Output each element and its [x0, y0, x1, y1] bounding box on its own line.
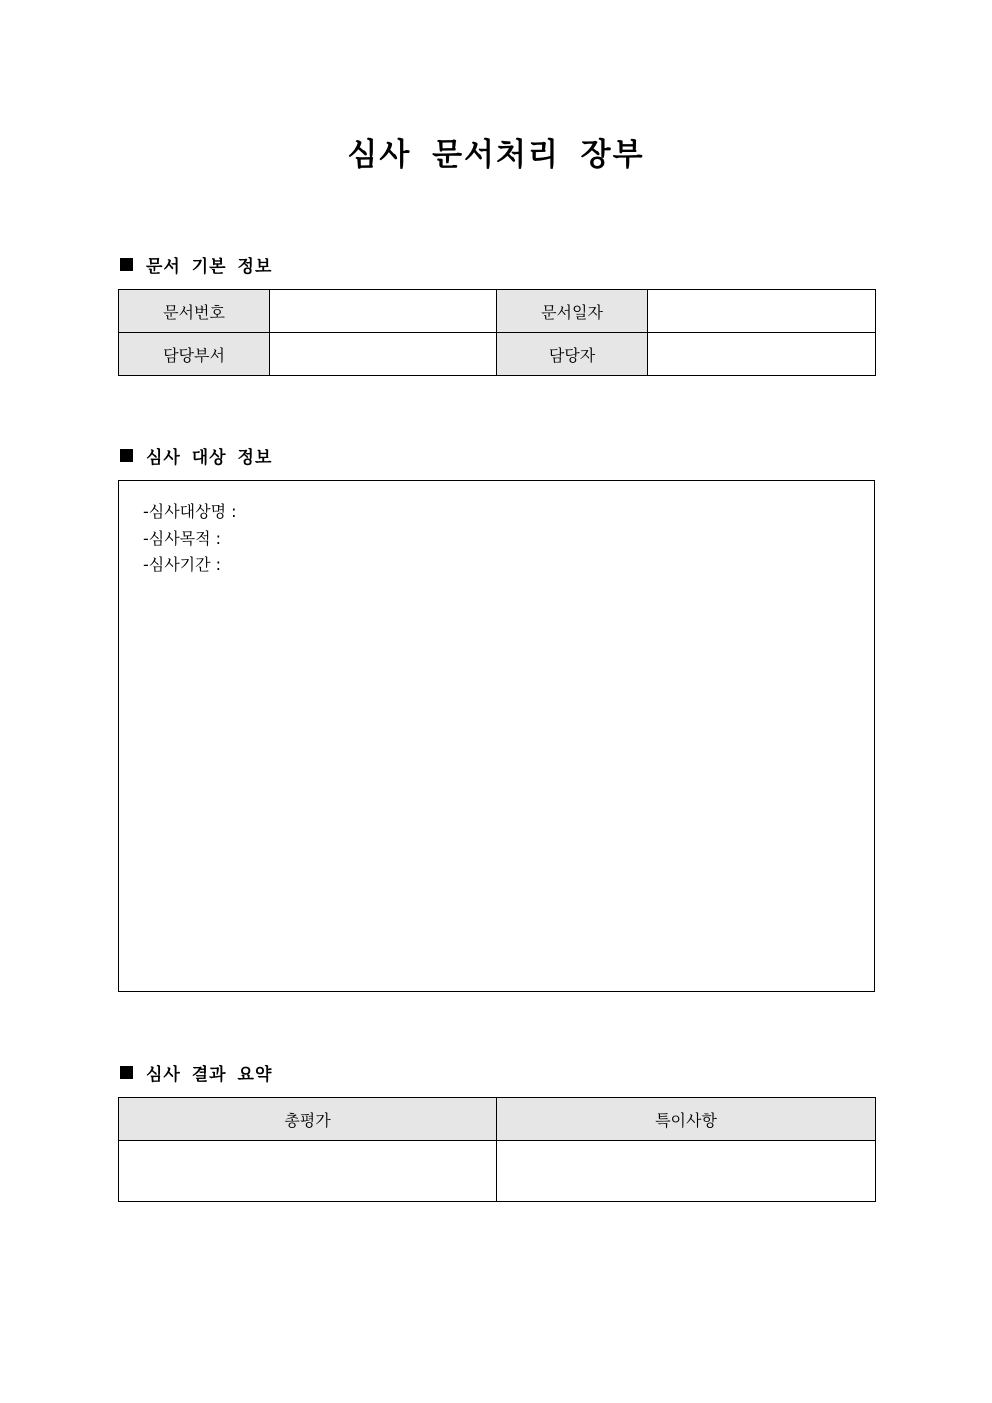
- overall-evaluation-header: 총평가: [119, 1098, 497, 1141]
- target-info-lines: [143, 499, 237, 579]
- section-heading-label: 심사 대상 정보: [146, 447, 273, 468]
- special-notes-field[interactable]: [497, 1141, 876, 1202]
- section-heading-target-info: [118, 442, 272, 468]
- table-row: [119, 290, 876, 333]
- document-date-label: 문서일자: [497, 290, 648, 333]
- document-date-field[interactable]: [648, 290, 876, 333]
- result-summary-table: [118, 1097, 876, 1202]
- target-info-box[interactable]: [118, 480, 875, 992]
- document-number-field[interactable]: [270, 290, 497, 333]
- special-notes-header: 특이사항: [497, 1098, 876, 1141]
- person-in-charge-label: 담당자: [497, 333, 648, 376]
- square-bullet-icon: [120, 1066, 133, 1079]
- department-label: 담당부서: [119, 333, 270, 376]
- section-heading-basic-info: [118, 251, 272, 277]
- document-number-label: 문서번호: [119, 290, 270, 333]
- table-row: [119, 1141, 876, 1202]
- table-row: [119, 1098, 876, 1141]
- department-field[interactable]: [270, 333, 497, 376]
- table-row: [119, 333, 876, 376]
- person-in-charge-field[interactable]: [648, 333, 876, 376]
- target-purpose-line: -심사목적 :: [143, 528, 222, 548]
- document-title: 심사 문서처리 장부: [347, 137, 645, 173]
- target-period-line: -심사기간 :: [143, 555, 222, 574]
- section-heading-label: 심사 결과 요약: [146, 1064, 273, 1085]
- section-heading-result-summary: [118, 1059, 272, 1085]
- basic-info-table: [118, 289, 876, 376]
- overall-evaluation-field[interactable]: [119, 1141, 497, 1202]
- square-bullet-icon: [120, 449, 133, 462]
- section-heading-label: 문서 기본 정보: [146, 256, 273, 277]
- target-name-line: -심사대상명 :: [143, 502, 237, 521]
- square-bullet-icon: [120, 258, 133, 271]
